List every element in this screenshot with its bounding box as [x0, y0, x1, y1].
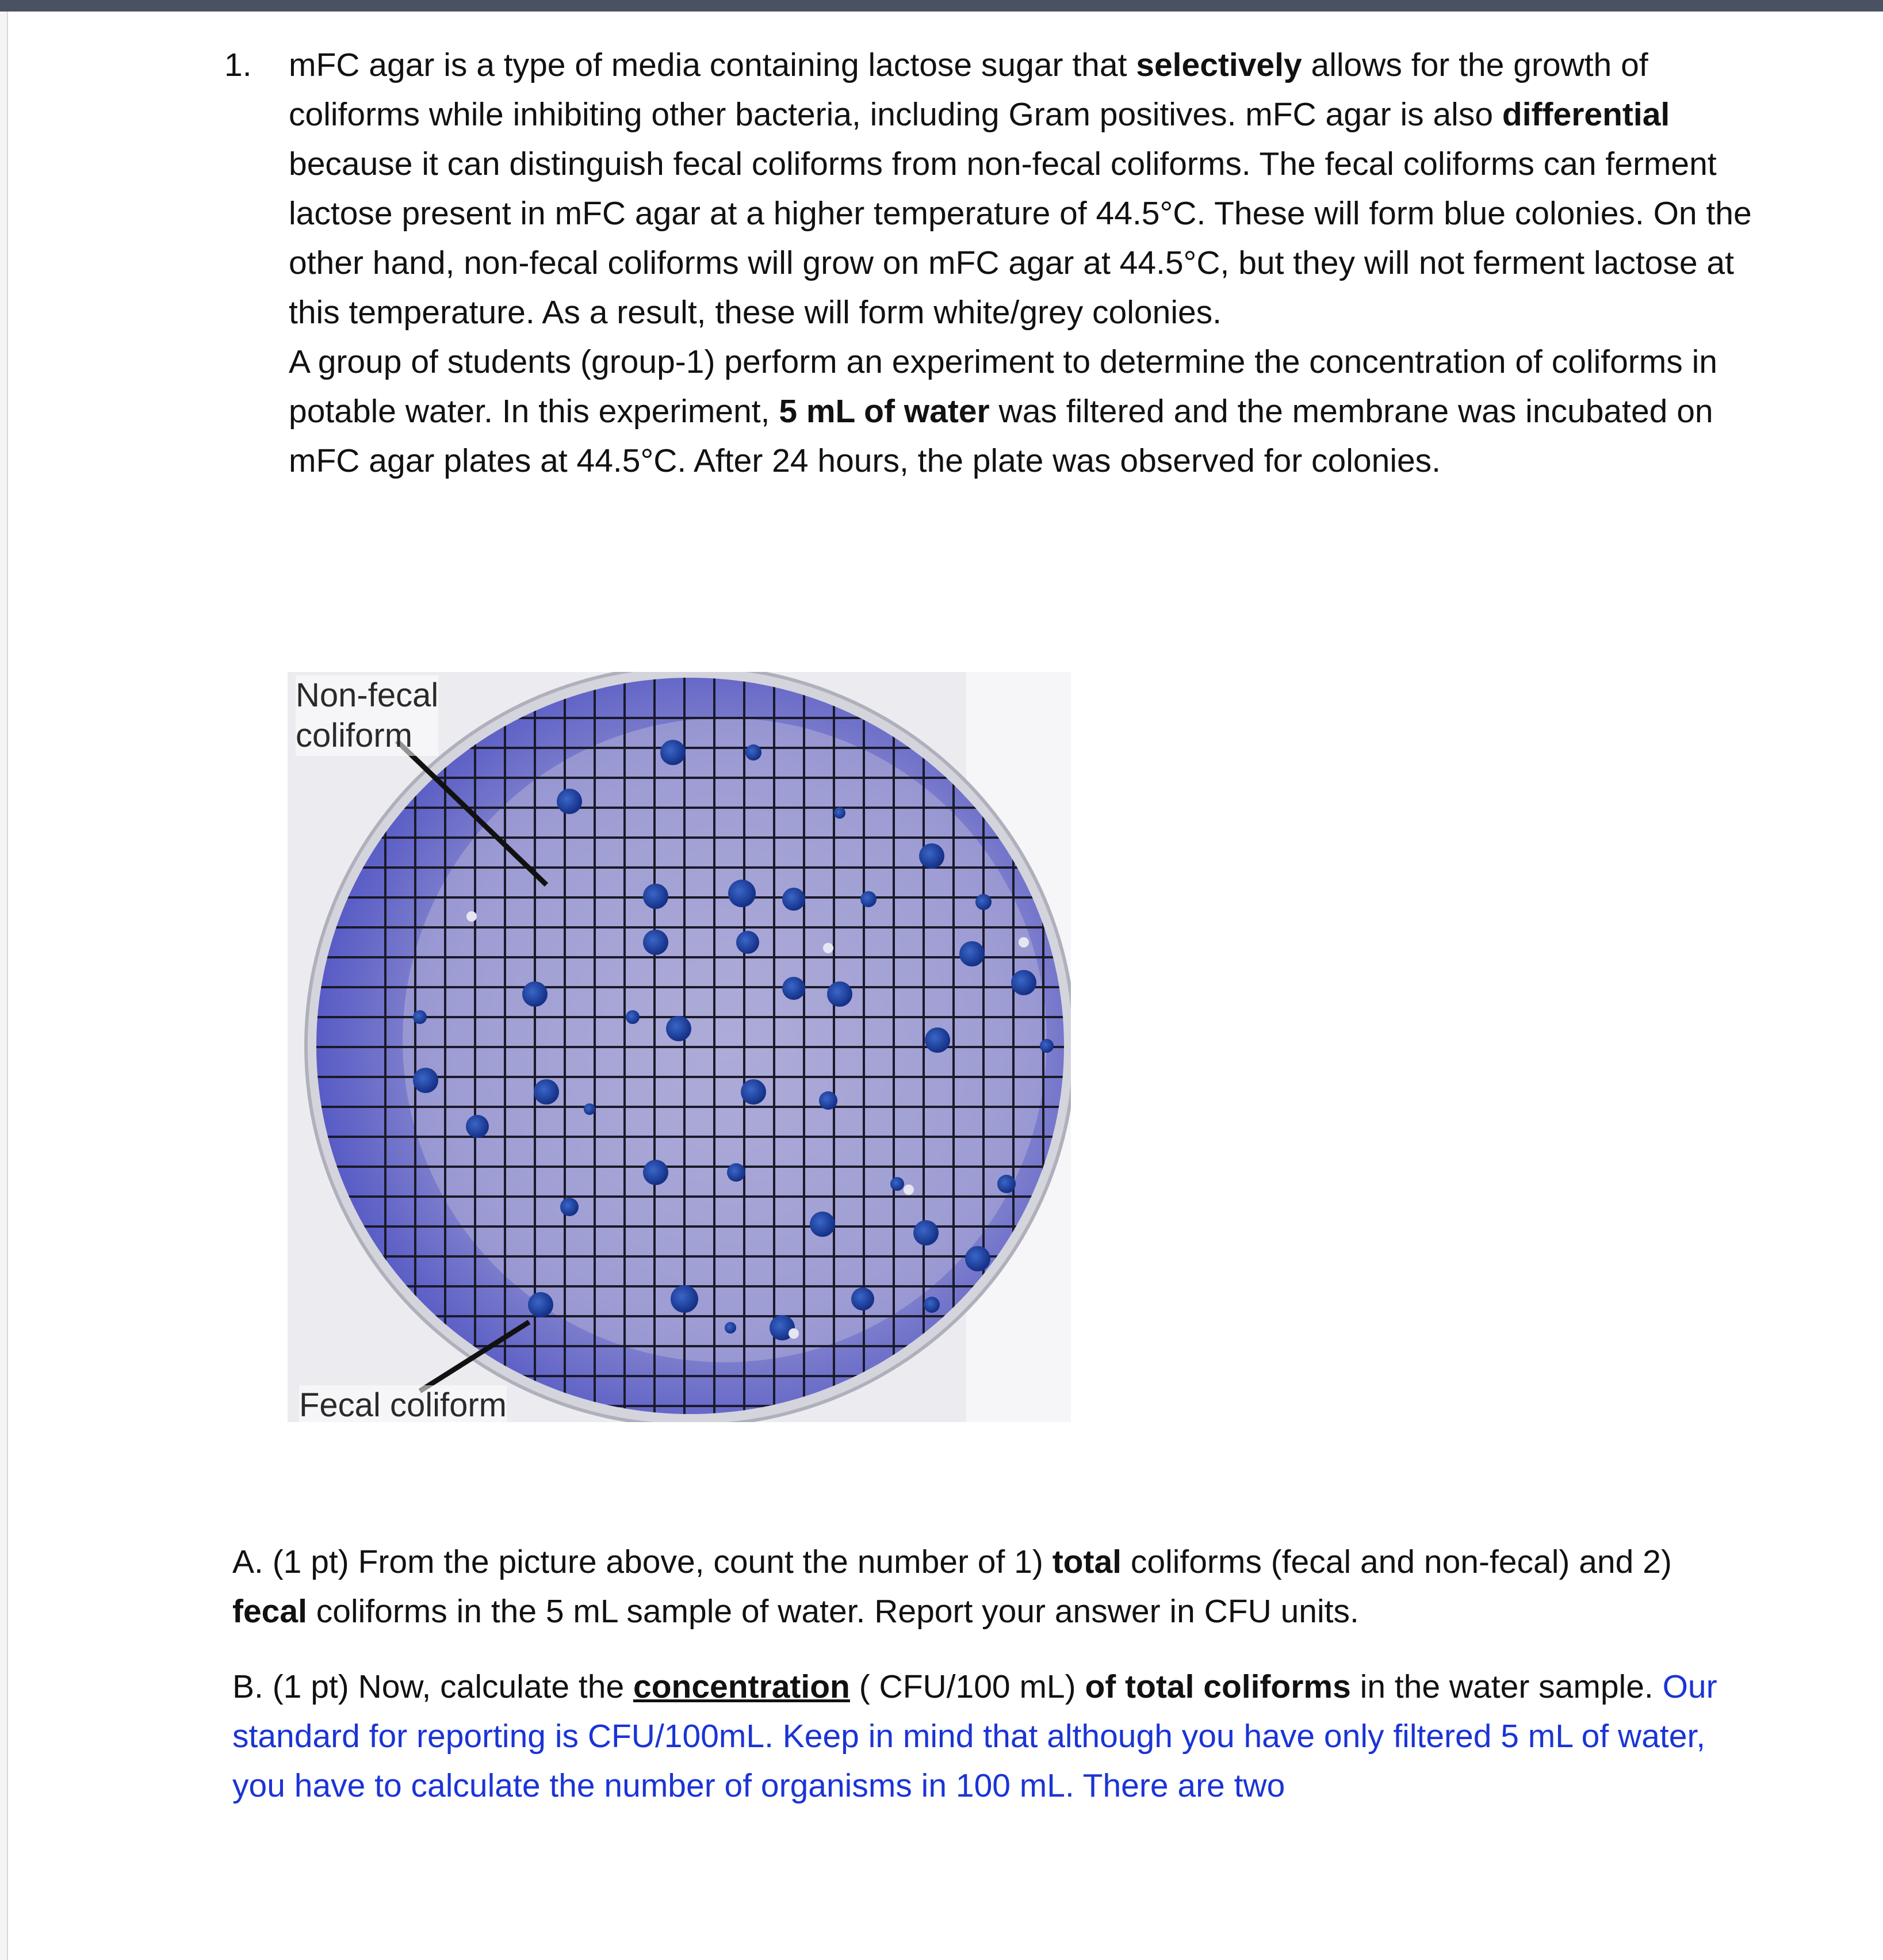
colony [725, 1322, 736, 1334]
colony [860, 891, 877, 907]
text-run: in the water sample. [1350, 1668, 1663, 1705]
colony [834, 807, 845, 819]
colony [782, 977, 805, 1000]
colony [666, 1016, 691, 1041]
colony [626, 1010, 640, 1024]
text-run: allows for the growth of coliforms while inhibiting other bacteria, including Gram positives. mFC agar is also [289, 47, 1648, 133]
white-colony [789, 1328, 799, 1339]
petri-dish-figure [288, 672, 1071, 1422]
window-top-bar [0, 0, 1883, 12]
white-colony [1019, 937, 1029, 947]
colony [745, 744, 761, 761]
text-run: A group of students (group-1) perform an experiment to determine the concentration of coliforms in potable water. In this experiment, [289, 343, 1717, 430]
label-nonfecal-line2: coliform [296, 717, 413, 754]
colony [913, 1220, 939, 1245]
colony [997, 1175, 1016, 1193]
colony [890, 1177, 904, 1191]
part-b [232, 1662, 1728, 1810]
colony [959, 941, 985, 966]
white-colony [823, 943, 833, 953]
colony [557, 789, 582, 814]
colony [736, 931, 759, 954]
question-number: 1. [224, 47, 252, 83]
petri-dish-image [288, 672, 1071, 1422]
page-left-margin [0, 12, 7, 1960]
colony [965, 1246, 990, 1271]
colony [643, 1160, 668, 1185]
bold-total-coliforms: of total coliforms [1085, 1668, 1351, 1705]
part-a [232, 1537, 1705, 1636]
colony [522, 981, 548, 1007]
colony [851, 1287, 874, 1311]
question-text [289, 40, 1761, 486]
label-nonfecal-line1: Non-fecal [296, 677, 439, 714]
colony [643, 930, 668, 955]
colony [925, 1027, 950, 1053]
text-run: was filtered and the membrane was incubated on mFC agar plates at 44.5°C. After 24 hours, the plate was observed for colonies. [289, 393, 1713, 479]
colony [1011, 970, 1036, 995]
colony [413, 1068, 438, 1093]
text-run: coliforms in the 5 mL sample of water. Report your answer in CFU units. [307, 1593, 1359, 1630]
colony [534, 1079, 559, 1105]
bold-selectively: selectively [1136, 47, 1302, 83]
colony [560, 1198, 579, 1216]
blue-instruction: Our standard for reporting is CFU/100mL. Keep in mind that although you have only filtered 5 mL of water, you have to calculate the number of organisms in 100 mL. There are two [232, 1668, 1717, 1804]
part-a-text [232, 1537, 1705, 1636]
bold-differential: differential [1502, 96, 1670, 133]
text-run: ( CFU/100 mL) [849, 1668, 1085, 1705]
colony [413, 1010, 427, 1024]
text-run: because it can distinguish fecal coliforms from non-fecal coliforms. The fecal coliforms can ferment lactose present in mFC agar at a higher temperature of 44.5°C. These will form blue colonies. On the other hand, non-fecal coliforms will grow on mFC agar at 44.5°C, but they will not ferment lactose at this temperature. As a result, these will form white/grey colonies. [289, 146, 1752, 331]
question-paragraph-2 [289, 337, 1761, 486]
colony [528, 1292, 553, 1317]
colony [727, 1163, 745, 1182]
text-run: mFC agar is a type of media containing lactose sugar that [289, 47, 1136, 83]
colony [466, 1115, 489, 1138]
text-run: B. (1 pt) Now, calculate the [232, 1668, 633, 1705]
question-paragraph-1 [289, 40, 1761, 337]
bold-fecal: fecal [232, 1593, 307, 1630]
white-colony [904, 1185, 914, 1195]
white-colony [466, 911, 477, 922]
bold-sample-volume: 5 mL of water [779, 393, 990, 430]
colony [660, 740, 686, 765]
colony [643, 884, 668, 909]
colony [810, 1212, 835, 1237]
colony [919, 843, 944, 869]
colony [1040, 1039, 1054, 1053]
part-b-text [232, 1662, 1728, 1810]
underlined-concentration: concentration [633, 1668, 850, 1705]
bold-total: total [1052, 1543, 1122, 1580]
colony [728, 880, 756, 907]
label-fecal: Fecal coliform [299, 1385, 507, 1426]
colony [975, 894, 992, 910]
colony [741, 1079, 766, 1105]
colony [827, 981, 852, 1007]
colony [584, 1103, 595, 1115]
colony [782, 888, 805, 911]
page-left-edge [7, 12, 8, 1960]
colony [671, 1285, 698, 1313]
colony [819, 1091, 837, 1110]
label-nonfecal [296, 675, 438, 756]
text-run: A. (1 pt) From the picture above, count the number of 1) [232, 1543, 1053, 1580]
colony [924, 1297, 940, 1313]
text-run: coliforms (fecal and non-fecal) and 2) [1122, 1543, 1672, 1580]
